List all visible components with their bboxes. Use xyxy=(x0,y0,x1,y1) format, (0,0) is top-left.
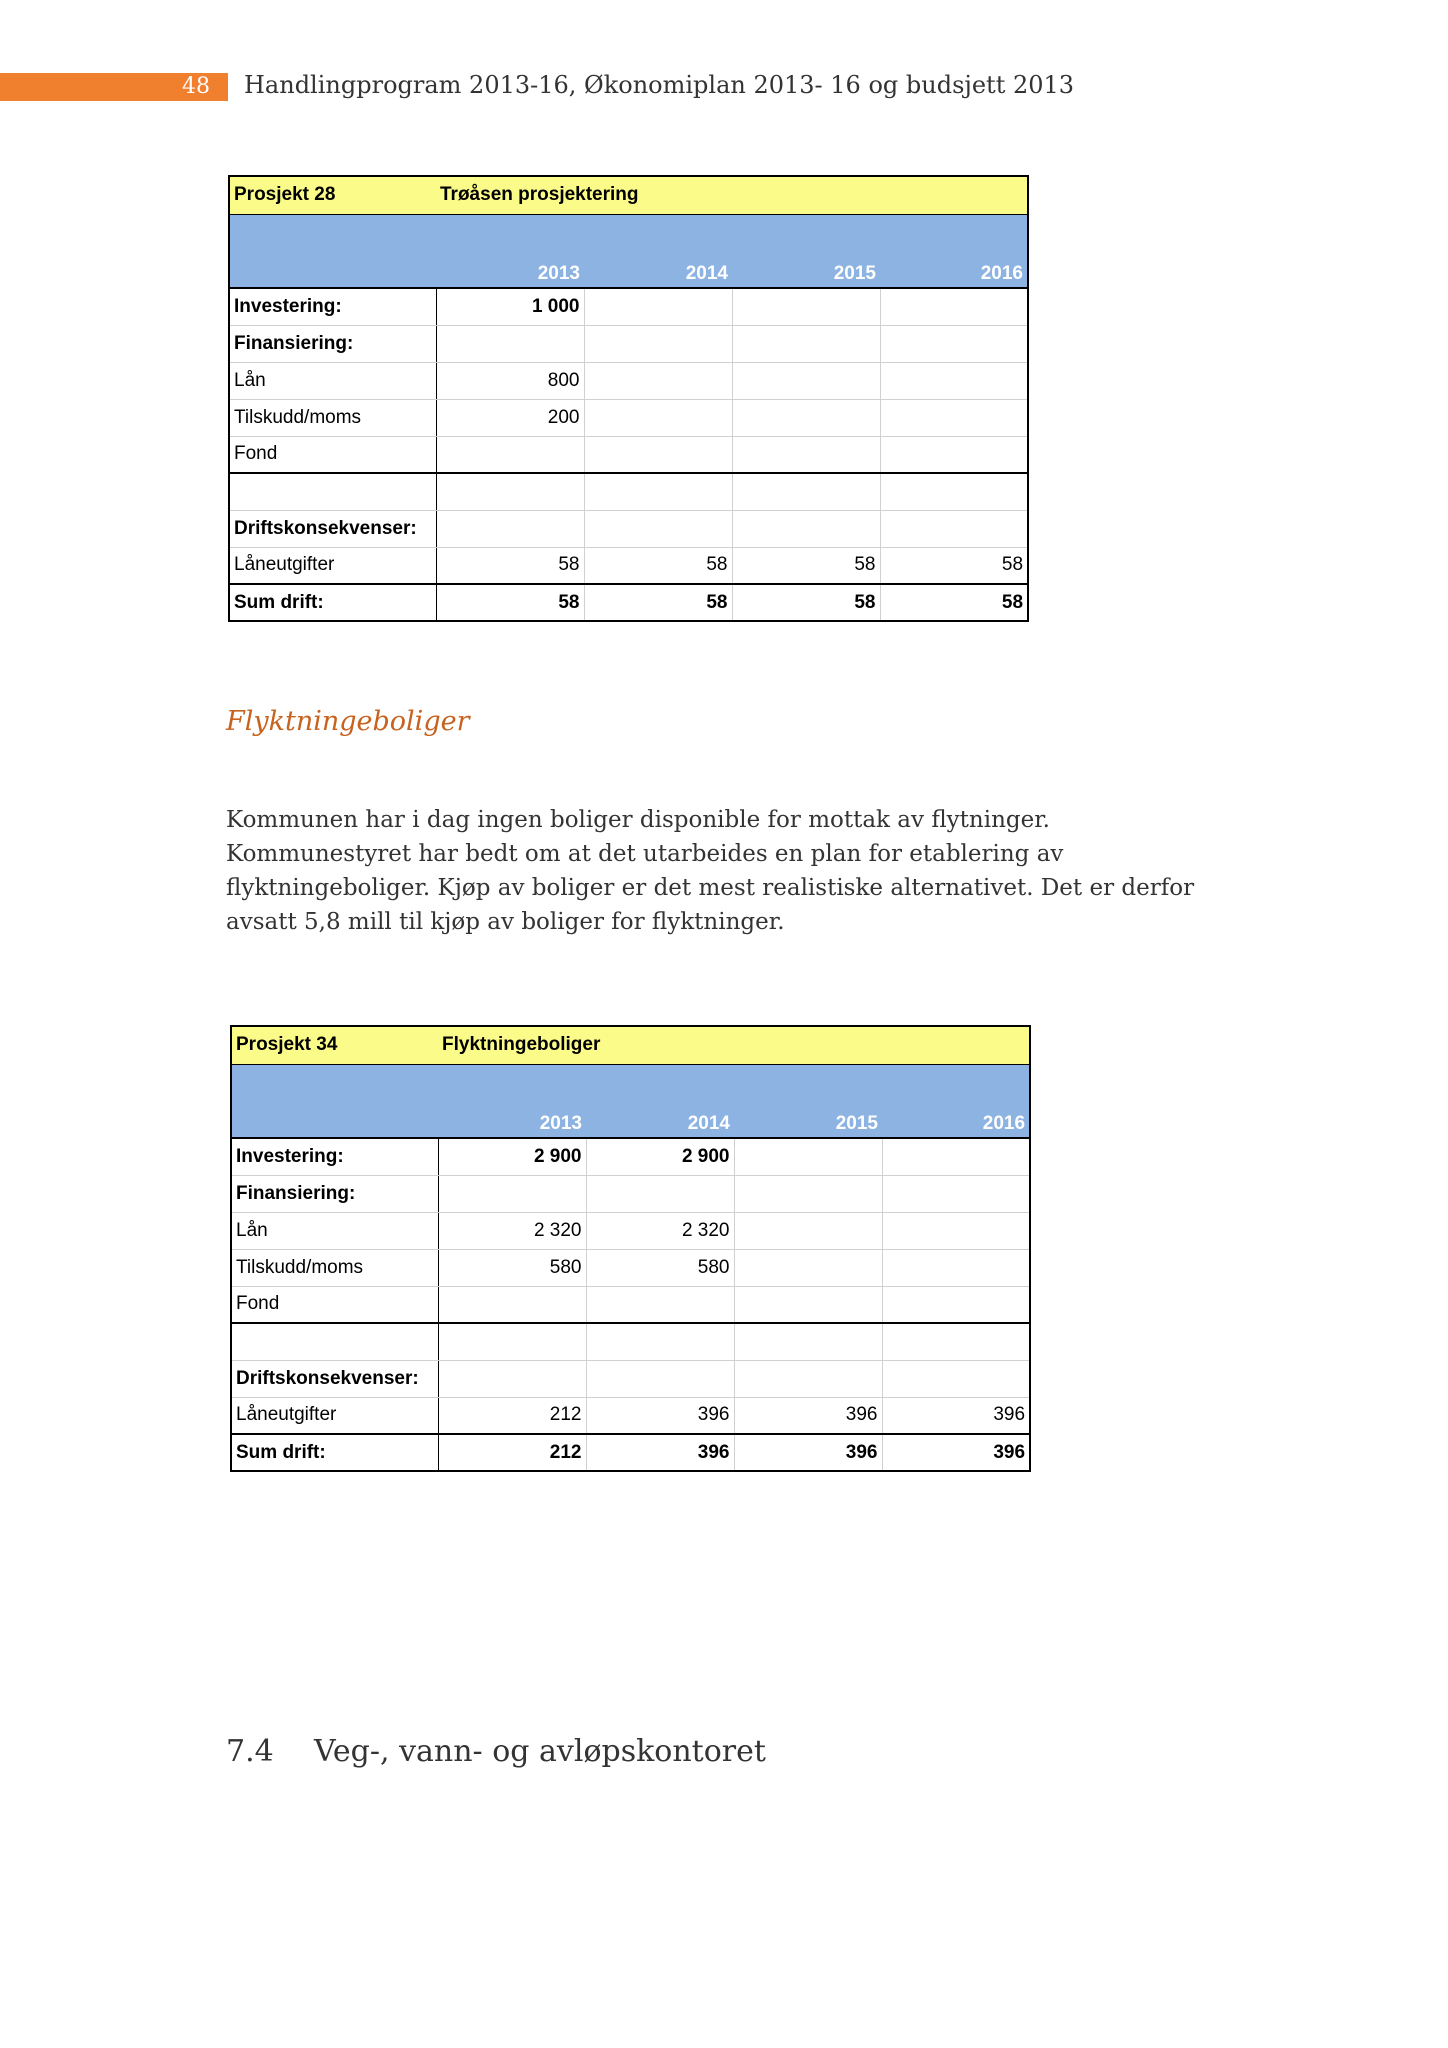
cell xyxy=(882,1249,1030,1286)
cell xyxy=(436,325,584,362)
year-header: 2016 xyxy=(880,214,1028,288)
row-label: Driftskonsekvenser: xyxy=(229,510,436,547)
cell xyxy=(734,1175,882,1212)
section-heading xyxy=(226,1734,766,1769)
subsection-title: Flyktningeboliger xyxy=(226,706,470,737)
cell: 58 xyxy=(584,584,732,621)
cell: 396 xyxy=(586,1397,734,1434)
cell: 396 xyxy=(882,1397,1030,1434)
row-label xyxy=(229,473,436,510)
cell xyxy=(438,1175,586,1212)
cell xyxy=(584,288,732,325)
cell xyxy=(734,1286,882,1323)
project-table-34 xyxy=(230,1025,1031,1472)
cell: 580 xyxy=(586,1249,734,1286)
row-label: Finansiering: xyxy=(229,325,436,362)
cell: 1 000 xyxy=(436,288,584,325)
row-label xyxy=(231,1323,438,1360)
row-label: Lån xyxy=(229,362,436,399)
cell: 58 xyxy=(732,584,880,621)
cell: 2 900 xyxy=(586,1138,734,1175)
year-header: 2013 xyxy=(436,214,584,288)
cell xyxy=(880,473,1028,510)
cell xyxy=(880,362,1028,399)
cell xyxy=(586,1286,734,1323)
year-header-blank xyxy=(229,214,436,288)
cell: 58 xyxy=(880,584,1028,621)
section-title: Veg-, vann- og avløpskontoret xyxy=(314,1734,766,1769)
cell xyxy=(732,510,880,547)
cell xyxy=(882,1286,1030,1323)
cell xyxy=(584,510,732,547)
cell: 2 320 xyxy=(438,1212,586,1249)
year-header: 2013 xyxy=(438,1064,586,1138)
cell xyxy=(438,1360,586,1397)
cell xyxy=(584,473,732,510)
cell xyxy=(732,325,880,362)
year-header-blank xyxy=(231,1064,438,1138)
cell: 396 xyxy=(734,1397,882,1434)
cell: 800 xyxy=(436,362,584,399)
project-name: Trøåsen prosjektering xyxy=(436,176,1028,214)
cell: 58 xyxy=(436,584,584,621)
cell xyxy=(882,1360,1030,1397)
cell xyxy=(880,325,1028,362)
cell: 58 xyxy=(436,547,584,584)
cell: 2 320 xyxy=(586,1212,734,1249)
row-label: Investering: xyxy=(231,1138,438,1175)
cell: 2 900 xyxy=(438,1138,586,1175)
row-label: Driftskonsekvenser: xyxy=(231,1360,438,1397)
cell xyxy=(438,1286,586,1323)
cell xyxy=(882,1138,1030,1175)
running-header: Handlingprogram 2013-16, Økonomiplan 2013- 16 og budsjett 2013 xyxy=(244,71,1075,99)
cell: 580 xyxy=(438,1249,586,1286)
project-label: Prosjekt 28 xyxy=(229,176,436,214)
project-label: Prosjekt 34 xyxy=(231,1026,438,1064)
cell xyxy=(880,510,1028,547)
cell: 58 xyxy=(584,547,732,584)
cell xyxy=(734,1138,882,1175)
cell: 200 xyxy=(436,399,584,436)
cell xyxy=(732,288,880,325)
cell xyxy=(584,436,732,473)
cell xyxy=(438,1323,586,1360)
cell xyxy=(584,325,732,362)
cell xyxy=(732,362,880,399)
cell xyxy=(882,1175,1030,1212)
cell xyxy=(586,1360,734,1397)
cell: 396 xyxy=(734,1434,882,1471)
cell xyxy=(436,473,584,510)
row-label: Investering: xyxy=(229,288,436,325)
cell: 212 xyxy=(438,1397,586,1434)
row-label: Låneutgifter xyxy=(229,547,436,584)
cell: 58 xyxy=(880,547,1028,584)
cell xyxy=(880,288,1028,325)
year-header: 2016 xyxy=(882,1064,1030,1138)
year-header: 2014 xyxy=(586,1064,734,1138)
cell: 396 xyxy=(586,1434,734,1471)
row-label: Lån xyxy=(231,1212,438,1249)
row-label: Låneutgifter xyxy=(231,1397,438,1434)
cell xyxy=(584,399,732,436)
row-label: Fond xyxy=(231,1286,438,1323)
cell: 58 xyxy=(732,547,880,584)
cell xyxy=(880,436,1028,473)
row-label: Fond xyxy=(229,436,436,473)
row-label: Finansiering: xyxy=(231,1175,438,1212)
cell xyxy=(436,510,584,547)
cell xyxy=(882,1212,1030,1249)
cell xyxy=(734,1212,882,1249)
row-label: Tilskudd/moms xyxy=(229,399,436,436)
cell xyxy=(732,436,880,473)
cell xyxy=(880,399,1028,436)
year-header: 2014 xyxy=(584,214,732,288)
project-table-28 xyxy=(228,175,1029,622)
project-name: Flyktningeboliger xyxy=(438,1026,1030,1064)
section-number: 7.4 xyxy=(226,1734,274,1769)
cell xyxy=(734,1249,882,1286)
year-header: 2015 xyxy=(732,214,880,288)
cell xyxy=(732,473,880,510)
page-number: 48 xyxy=(0,73,228,101)
cell xyxy=(734,1360,882,1397)
cell xyxy=(734,1323,882,1360)
cell: 396 xyxy=(882,1434,1030,1471)
cell xyxy=(584,362,732,399)
row-label: Sum drift: xyxy=(229,584,436,621)
cell: 212 xyxy=(438,1434,586,1471)
cell xyxy=(586,1323,734,1360)
cell xyxy=(882,1323,1030,1360)
cell xyxy=(586,1175,734,1212)
cell xyxy=(732,399,880,436)
body-paragraph: Kommunen har i dag ingen boliger disponible for mottak av flytninger. Kommunestyret har bedt om at det utarbeides en plan for etablering av flyktningeboliger. Kjøp av boliger er det mest realistiske alternativet. Det er derfor avsatt 5,8 mill til kjøp av boliger for flyktninger. xyxy=(226,807,1195,935)
row-label: Sum drift: xyxy=(231,1434,438,1471)
row-label: Tilskudd/moms xyxy=(231,1249,438,1286)
cell xyxy=(436,436,584,473)
year-header: 2015 xyxy=(734,1064,882,1138)
